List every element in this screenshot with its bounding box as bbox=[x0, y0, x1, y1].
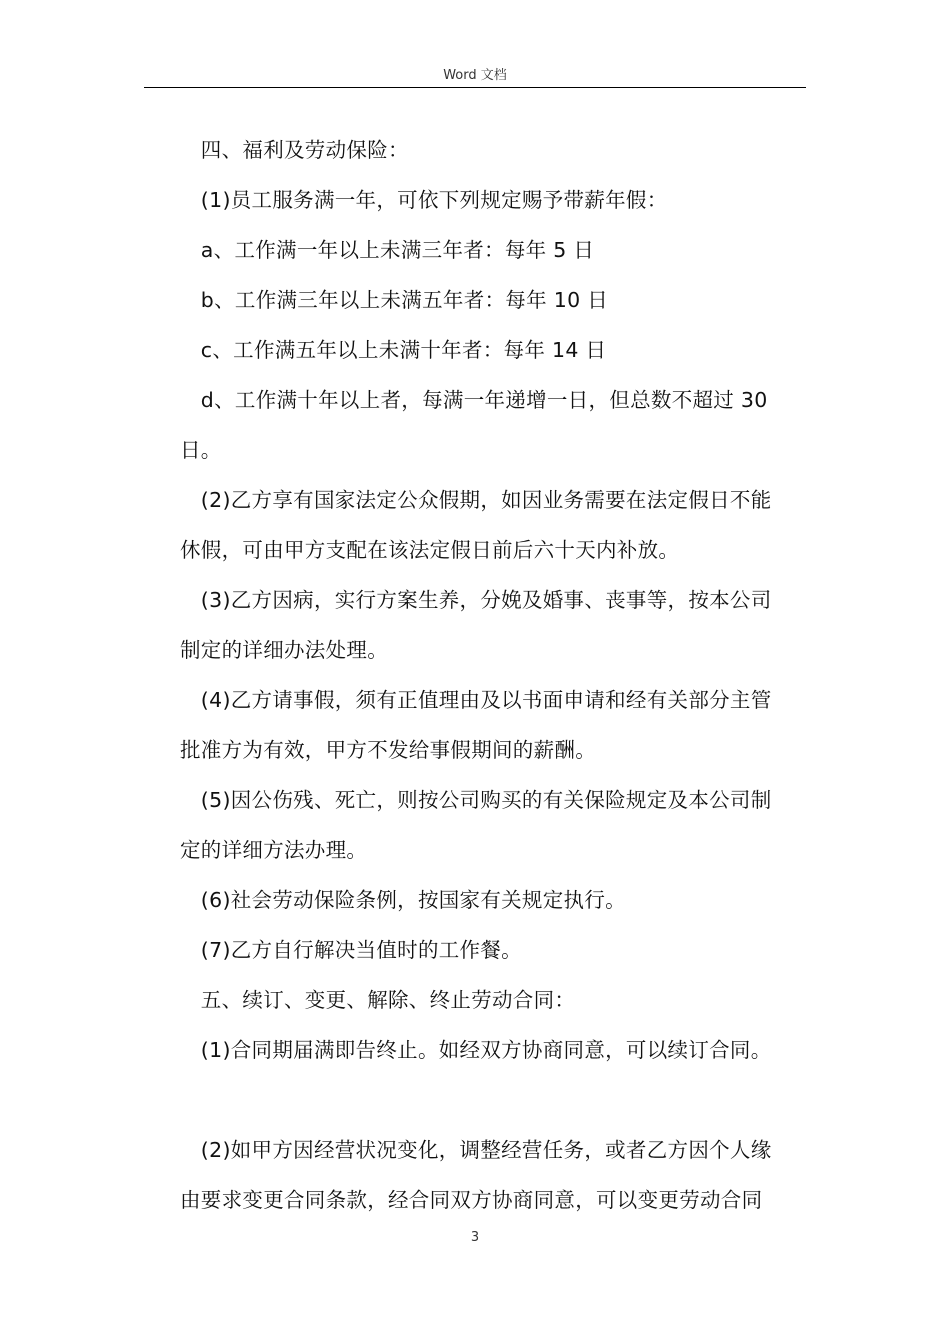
section-heading-welfare: 四、福利及劳动保险： bbox=[180, 138, 409, 162]
paragraph-line: 制定的详细办法处理。 bbox=[180, 638, 388, 662]
paragraph-line: 日。 bbox=[180, 438, 222, 462]
paragraph-line: a、工作满一年以上未满三年者：每年 5 日 bbox=[180, 238, 595, 262]
paragraph-line: 由要求变更合同条款，经合同双方协商同意，可以变更劳动合同 bbox=[180, 1188, 763, 1212]
section-heading-contract: 五、续订、变更、解除、终止劳动合同： bbox=[180, 988, 576, 1012]
paragraph-line: (2)如甲方因经营状况变化，调整经营任务，或者乙方因个人缘 bbox=[180, 1138, 772, 1162]
header-title: Word 文档 bbox=[443, 68, 507, 83]
paragraph-line: (7)乙方自行解决当值时的工作餐。 bbox=[180, 938, 522, 962]
paragraph-line: c、工作满五年以上未满十年者：每年 14 日 bbox=[180, 338, 607, 362]
paragraph-line: (2)乙方享有国家法定公众假期，如因业务需要在法定假日不能 bbox=[180, 488, 772, 512]
paragraph-line: (6)社会劳动保险条例，按国家有关规定执行。 bbox=[180, 888, 626, 912]
paragraph-line: 批准方为有效，甲方不发给事假期间的薪酬。 bbox=[180, 738, 596, 762]
paragraph-line: b、工作满三年以上未满五年者：每年 10 日 bbox=[180, 288, 609, 312]
paragraph-line: (1)合同期届满即告终止。如经双方协商同意，可以续订合同。 bbox=[180, 1038, 772, 1062]
paragraph-line: (5)因公伤残、死亡，则按公司购买的有关保险规定及本公司制 bbox=[180, 788, 772, 812]
paragraph-line: 休假，可由甲方支配在该法定假日前后六十天内补放。 bbox=[180, 538, 680, 562]
paragraph-line: d、工作满十年以上者，每满一年递增一日，但总数不超过 30 bbox=[180, 388, 768, 412]
page-number: 3 bbox=[470, 1230, 480, 1245]
paragraph-line: (4)乙方请事假，须有正值理由及以书面申请和经有关部分主管 bbox=[180, 688, 772, 712]
paragraph-line: (1)员工服务满一年，可依下列规定赐予带薪年假： bbox=[180, 188, 668, 212]
paragraph-line: (3)乙方因病，实行方案生养，分娩及婚事、丧事等，按本公司 bbox=[180, 588, 772, 612]
paragraph-line: 定的详细方法办理。 bbox=[180, 838, 368, 862]
